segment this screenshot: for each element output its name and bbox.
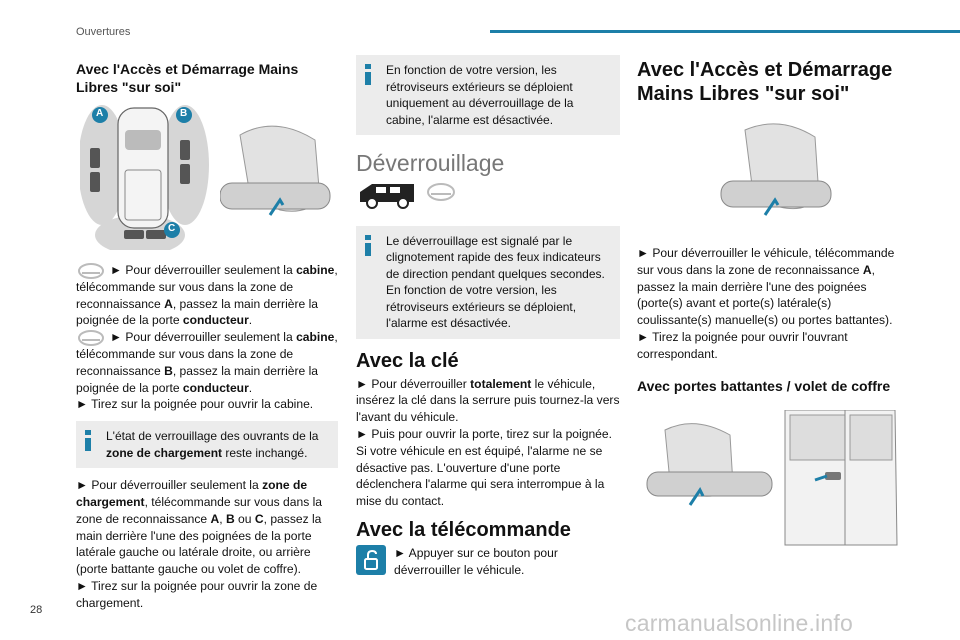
col1-para3: ► Tirez sur la poignée pour ouvrir la cabine. — [76, 397, 314, 412]
zone-c-label: C — [168, 223, 176, 234]
col1-title — [76, 60, 338, 96]
col2-section-title: Déverrouillage — [356, 150, 505, 176]
col1-para5: ► Tirez sur la poignée pour ouvrir la zone de chargement. — [76, 578, 318, 610]
page-number: 28 — [30, 604, 43, 616]
info-icon — [365, 64, 371, 85]
hand-handle-illustration — [715, 115, 835, 230]
col2-heading-cle: Avec la clé — [356, 349, 459, 372]
steering-wheel-icon — [426, 182, 460, 206]
col1-para1: ► Pour déverrouiller seulement la cabine, télécommande sur vous dans la zone de reconnaissance A, passez la main derrière la poignée de la porte conducteur. — [76, 263, 338, 328]
watermark: carmanualsonline.info — [625, 610, 853, 636]
col2-info-note2: Le déverrouillage est signalé par le clignotement rapide des feux indicateurs de direction pendant quelques secondes. En fonction de votre version, les rétroviseurs extérieurs se déploient, l'alarme est désactivée. — [356, 226, 620, 339]
col2-tele-para1: ► Appuyer sur ce bouton pour déverrouiller le véhicule. — [394, 545, 558, 577]
col2-info-note1: En fonction de votre version, les rétroviseurs extérieurs se déploient uniquement au déverrouillage de la cabine, l'alarme est désactivée. — [356, 55, 620, 135]
col3-para1: ► Pour déverrouiller le véhicule, télécommande sur vous dans la zone de reconnaissance A, passez la main derrière l'une des poignées (porte(s) avant et porte(s) latérale(s) coulissante(s) manuelle(s) ou portes battantes). — [637, 246, 895, 328]
car-zones-diagram — [80, 100, 210, 250]
col3-subheading: Avec portes battantes / volet de coffre — [637, 377, 891, 394]
zone-a-label: A — [96, 108, 104, 119]
col1-info-note: L'état de verrouillage des ouvrants de la zone de chargement reste inchangé. — [76, 421, 338, 468]
unlock-icon — [356, 545, 386, 575]
header-accent-bar — [490, 30, 960, 33]
hand-handle-illustration — [220, 115, 335, 230]
col1-para2: ► Pour déverrouiller seulement la cabine, télécommande sur vous dans la zone de reconnaissance B, passez la main derrière la poignée de la porte conducteur. — [76, 330, 338, 395]
col2-cle-para3: Si votre véhicule en est équipé, l'alarme ne se désactive pas. L'ouverture d'une porte déclenchera l'alarme qui sera interrompue à la mise du contact. — [356, 443, 605, 509]
zone-b-label: B — [180, 108, 188, 119]
rear-door-illustration — [645, 410, 905, 550]
col2-heading-telecommande: Avec la télécommande — [356, 518, 571, 541]
info-icon — [85, 430, 91, 451]
col3-heading: Avec l'Accès et Démarrage Mains Libres "sur soi" — [637, 59, 893, 105]
col1-heading: Avec l'Accès et Démarrage Mains Libres "sur soi" — [76, 61, 299, 95]
steering-wheel-icon — [78, 329, 108, 351]
info-icon — [365, 235, 371, 256]
col2-cle-para1: ► Pour déverrouiller totalement le véhicule, insérez la clé dans la serrure puis tournez-la vers l'avant du véhicule. — [356, 376, 620, 425]
col2-cle-para2: ► Puis pour ouvrir la porte, tirez sur la poignée. — [356, 426, 612, 441]
steering-wheel-icon — [78, 262, 108, 284]
col3-para2: ► Tirez la poignée pour ouvrir l'ouvrant correspondant. — [637, 329, 848, 361]
van-icon — [358, 182, 418, 210]
section-header: Ouvertures — [76, 26, 131, 38]
col1-para4: ► Pour déverrouiller seulement la zone de chargement, télécommande sur vous dans la zone de reconnaissance A, B ou C, passez la main derrière l'une des poignées de la porte latérale gauche ou latérale droite, ou arrière (porte battante gauche ou volet de coffre). — [76, 478, 323, 577]
